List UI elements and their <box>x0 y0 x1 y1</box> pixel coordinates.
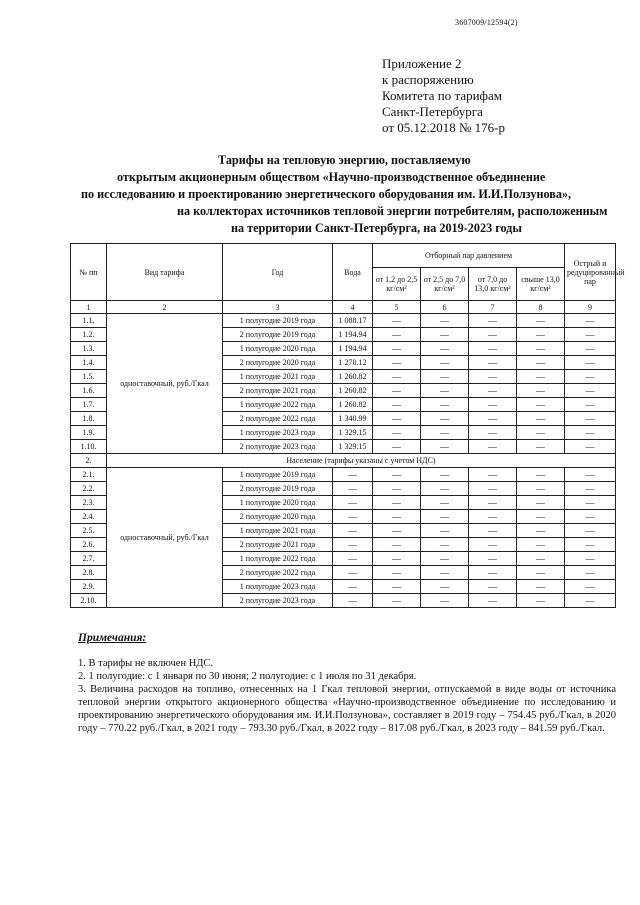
steam-tariff-cell: — <box>517 482 565 496</box>
column-number: 8 <box>517 301 565 314</box>
water-tariff-cell: — <box>333 524 373 538</box>
column-number: 4 <box>333 301 373 314</box>
appendix-line-2: к распоряжению <box>382 72 474 87</box>
steam-tariff-cell: — <box>469 552 517 566</box>
steam-tariff-cell: — <box>517 468 565 482</box>
steam-tariff-cell: — <box>565 482 616 496</box>
steam-tariff-cell: — <box>565 580 616 594</box>
steam-tariff-cell: — <box>469 538 517 552</box>
steam-tariff-cell: — <box>469 580 517 594</box>
steam-tariff-cell: — <box>517 510 565 524</box>
steam-tariff-cell: — <box>517 384 565 398</box>
steam-tariff-cell: — <box>565 594 616 608</box>
steam-tariff-cell: — <box>421 412 469 426</box>
water-tariff-cell: — <box>333 566 373 580</box>
title-line-3: по исследованию и проектированию энергетического оборудования им. И.И.Ползунова», <box>81 187 572 201</box>
appendix-header <box>382 56 505 136</box>
row-number: 2.5. <box>71 524 107 538</box>
period-cell: 2 полугодие 2019 года <box>223 482 333 496</box>
steam-tariff-cell: — <box>373 412 421 426</box>
steam-tariff-cell: — <box>373 538 421 552</box>
steam-tariff-cell: — <box>517 426 565 440</box>
steam-tariff-cell: — <box>565 566 616 580</box>
row-number: 1.2. <box>71 328 107 342</box>
section-row <box>71 454 616 468</box>
steam-tariff-cell: — <box>565 370 616 384</box>
steam-tariff-cell: — <box>373 440 421 454</box>
water-tariff-cell: 1 260.82 <box>333 398 373 412</box>
appendix-line-3: Комитета по тарифам <box>382 88 502 103</box>
steam-tariff-cell: — <box>565 398 616 412</box>
row-number: 1.7. <box>71 398 107 412</box>
steam-tariff-cell: — <box>517 356 565 370</box>
period-cell: 2 полугодие 2022 года <box>223 566 333 580</box>
steam-tariff-cell: — <box>565 552 616 566</box>
period-cell: 2 полугодие 2019 года <box>223 328 333 342</box>
column-number-row <box>71 301 616 314</box>
steam-tariff-cell: — <box>373 314 421 328</box>
steam-tariff-cell: — <box>517 314 565 328</box>
column-number: 1 <box>71 301 107 314</box>
steam-tariff-cell: — <box>517 552 565 566</box>
steam-tariff-cell: — <box>565 538 616 552</box>
table-row <box>71 468 616 482</box>
steam-tariff-cell: — <box>421 482 469 496</box>
steam-tariff-cell: — <box>469 510 517 524</box>
steam-tariff-cell: — <box>421 552 469 566</box>
water-tariff-cell: — <box>333 580 373 594</box>
row-number: 2.6. <box>71 538 107 552</box>
steam-tariff-cell: — <box>421 342 469 356</box>
steam-tariff-cell: — <box>469 356 517 370</box>
steam-tariff-cell: — <box>517 538 565 552</box>
steam-tariff-cell: — <box>421 538 469 552</box>
steam-tariff-cell: — <box>469 426 517 440</box>
steam-tariff-cell: — <box>469 440 517 454</box>
water-tariff-cell: 1 088.17 <box>333 314 373 328</box>
notes-heading: Примечания: <box>78 632 147 644</box>
steam-tariff-cell: — <box>469 384 517 398</box>
steam-tariff-cell: — <box>421 384 469 398</box>
steam-tariff-cell: — <box>469 524 517 538</box>
steam-tariff-cell: — <box>469 370 517 384</box>
steam-tariff-cell: — <box>421 524 469 538</box>
steam-tariff-cell: — <box>469 594 517 608</box>
steam-tariff-cell: — <box>469 412 517 426</box>
steam-tariff-cell: — <box>517 328 565 342</box>
period-cell: 1 полугодие 2023 года <box>223 580 333 594</box>
period-cell: 1 полугодие 2019 года <box>223 314 333 328</box>
row-number: 2.10. <box>71 594 107 608</box>
note-3: 3. Величина расходов на топливо, отнесенных на 1 Гкал тепловой энергии, отпускаемой в виде воды от источника тепловой энергии открытого акционерного общества «Научно-производственное объединение по исследованию и проектированию энергетического оборудования им. И.И.Ползунова», составляет в 2019 году – 754.45 руб./Гкал, в 2020 году – 770.22 руб./Гкал, в 2021 году – 793.30 руб./Гкал, в 2022 году – 817.08 руб./Гкал, в 2023 году – 841.59 руб./Гкал. <box>78 684 616 734</box>
header-num: № пп <box>71 244 107 301</box>
steam-tariff-cell: — <box>565 426 616 440</box>
steam-tariff-cell: — <box>469 398 517 412</box>
steam-tariff-cell: — <box>565 496 616 510</box>
steam-tariff-cell: — <box>565 314 616 328</box>
water-tariff-cell: 1 194.94 <box>333 328 373 342</box>
water-tariff-cell: 1 329.15 <box>333 426 373 440</box>
steam-tariff-cell: — <box>421 356 469 370</box>
appendix-line-1: Приложение 2 <box>382 56 462 71</box>
steam-tariff-cell: — <box>373 342 421 356</box>
period-cell: 1 полугодие 2021 года <box>223 370 333 384</box>
title-line-1: Тарифы на тепловую энергию, поставляемую <box>218 153 471 167</box>
water-tariff-cell: — <box>333 552 373 566</box>
water-tariff-cell: 1 260.82 <box>333 384 373 398</box>
period-cell: 1 полугодие 2022 года <box>223 552 333 566</box>
period-cell: 1 полугодие 2023 года <box>223 426 333 440</box>
water-tariff-cell: — <box>333 468 373 482</box>
steam-tariff-cell: — <box>517 398 565 412</box>
row-number: 2.1. <box>71 468 107 482</box>
steam-tariff-cell: — <box>373 482 421 496</box>
steam-tariff-cell: — <box>421 496 469 510</box>
steam-tariff-cell: — <box>373 328 421 342</box>
steam-tariff-cell: — <box>373 370 421 384</box>
steam-tariff-cell: — <box>421 468 469 482</box>
row-number: 1.9. <box>71 426 107 440</box>
row-number: 2.9. <box>71 580 107 594</box>
period-cell: 2 полугодие 2020 года <box>223 356 333 370</box>
header-water: Вода <box>333 244 373 301</box>
column-number: 3 <box>223 301 333 314</box>
water-tariff-cell: — <box>333 538 373 552</box>
steam-tariff-cell: — <box>565 510 616 524</box>
table-body <box>71 301 616 608</box>
appendix-line-5: от 05.12.2018 № 176-р <box>382 120 505 135</box>
period-cell: 1 полугодие 2022 года <box>223 398 333 412</box>
steam-tariff-cell: — <box>517 440 565 454</box>
title-line-2: открытым акционерным обществом «Научно-производственное объединение <box>117 170 546 184</box>
note-1: 1. В тарифы не включен НДС. <box>78 658 214 669</box>
steam-tariff-cell: — <box>469 468 517 482</box>
steam-tariff-cell: — <box>421 566 469 580</box>
row-number: 2.3. <box>71 496 107 510</box>
steam-tariff-cell: — <box>469 566 517 580</box>
column-number: 5 <box>373 301 421 314</box>
steam-tariff-cell: — <box>565 440 616 454</box>
steam-tariff-cell: — <box>565 384 616 398</box>
steam-tariff-cell: — <box>373 426 421 440</box>
section-number: 2. <box>71 454 107 468</box>
period-cell: 1 полугодие 2020 года <box>223 496 333 510</box>
column-number: 2 <box>107 301 223 314</box>
column-number: 7 <box>469 301 517 314</box>
steam-tariff-cell: — <box>565 412 616 426</box>
header-steam-group: Отборный пар давлением <box>373 244 565 268</box>
row-number: 2.8. <box>71 566 107 580</box>
appendix-line-4: Санкт-Петербурга <box>382 104 483 119</box>
steam-tariff-cell: — <box>517 370 565 384</box>
period-cell: 1 полугодие 2019 года <box>223 468 333 482</box>
water-tariff-cell: — <box>333 594 373 608</box>
row-number: 1.4. <box>71 356 107 370</box>
water-tariff-cell: 1 340.99 <box>333 412 373 426</box>
steam-tariff-cell: — <box>469 342 517 356</box>
water-tariff-cell: 1 329.15 <box>333 440 373 454</box>
water-tariff-cell: — <box>333 482 373 496</box>
period-cell: 2 полугодие 2020 года <box>223 510 333 524</box>
steam-tariff-cell: — <box>517 342 565 356</box>
row-number: 2.2. <box>71 482 107 496</box>
steam-tariff-cell: — <box>565 524 616 538</box>
steam-tariff-cell: — <box>421 328 469 342</box>
row-number: 1.5. <box>71 370 107 384</box>
water-tariff-cell: — <box>333 496 373 510</box>
steam-tariff-cell: — <box>421 314 469 328</box>
steam-tariff-cell: — <box>469 482 517 496</box>
steam-tariff-cell: — <box>421 594 469 608</box>
column-number: 6 <box>421 301 469 314</box>
row-number: 1.3. <box>71 342 107 356</box>
steam-tariff-cell: — <box>373 594 421 608</box>
period-cell: 2 полугодие 2023 года <box>223 594 333 608</box>
tariff-table <box>70 243 625 608</box>
period-cell: 2 полугодие 2023 года <box>223 440 333 454</box>
steam-tariff-cell: — <box>373 580 421 594</box>
notes-block <box>78 657 616 735</box>
steam-tariff-cell: — <box>421 440 469 454</box>
header-year: Год <box>223 244 333 301</box>
period-cell: 2 полугодие 2021 года <box>223 384 333 398</box>
steam-tariff-cell: — <box>373 496 421 510</box>
steam-tariff-cell: — <box>565 468 616 482</box>
steam-tariff-cell: — <box>469 496 517 510</box>
water-tariff-cell: 1 260.82 <box>333 370 373 384</box>
water-tariff-cell: 1 194.94 <box>333 342 373 356</box>
steam-tariff-cell: — <box>373 356 421 370</box>
period-cell: 2 полугодие 2021 года <box>223 538 333 552</box>
row-number: 1.1. <box>71 314 107 328</box>
steam-tariff-cell: — <box>517 412 565 426</box>
steam-tariff-cell: — <box>469 328 517 342</box>
row-number: 1.6. <box>71 384 107 398</box>
steam-tariff-cell: — <box>517 594 565 608</box>
table-row <box>71 314 616 328</box>
steam-tariff-cell: — <box>469 314 517 328</box>
section-title: Население (тарифы указаны с учетом НДС) <box>107 454 616 468</box>
steam-tariff-cell: — <box>565 356 616 370</box>
header-steam-2: от 2,5 до 7,0 кг/см² <box>421 268 469 301</box>
steam-tariff-cell: — <box>421 398 469 412</box>
steam-tariff-cell: — <box>373 510 421 524</box>
document-number: 3607009/12594(2) <box>455 18 518 27</box>
steam-tariff-cell: — <box>421 510 469 524</box>
steam-tariff-cell: — <box>517 566 565 580</box>
header-steam-1: от 1,2 до 2,5 кг/см² <box>373 268 421 301</box>
steam-tariff-cell: — <box>421 426 469 440</box>
steam-tariff-cell: — <box>565 342 616 356</box>
column-number: 9 <box>565 301 616 314</box>
steam-tariff-cell: — <box>373 524 421 538</box>
steam-tariff-cell: — <box>421 580 469 594</box>
steam-tariff-cell: — <box>421 370 469 384</box>
title-line-5: на территории Санкт-Петербурга, на 2019-2023 годы <box>231 221 522 235</box>
period-cell: 2 полугодие 2022 года <box>223 412 333 426</box>
steam-tariff-cell: — <box>517 524 565 538</box>
header-steam-3: от 7,0 до 13,0 кг/см² <box>469 268 517 301</box>
steam-tariff-cell: — <box>373 398 421 412</box>
steam-tariff-cell: — <box>373 384 421 398</box>
tariff-type-cell: одноставочный, руб./Гкал <box>107 314 223 454</box>
steam-tariff-cell: — <box>517 580 565 594</box>
water-tariff-cell: 1 270.12 <box>333 356 373 370</box>
row-number: 2.4. <box>71 510 107 524</box>
period-cell: 1 полугодие 2021 года <box>223 524 333 538</box>
document-title <box>70 152 630 237</box>
steam-tariff-cell: — <box>373 552 421 566</box>
water-tariff-cell: — <box>333 510 373 524</box>
steam-tariff-cell: — <box>373 468 421 482</box>
steam-tariff-cell: — <box>517 496 565 510</box>
header-tariff-type: Вид тарифа <box>107 244 223 301</box>
row-number: 2.7. <box>71 552 107 566</box>
header-steam-4: свыше 13,0 кг/см² <box>517 268 565 301</box>
note-2: 2. 1 полугодие: с 1 января по 30 июня; 2 полугодие: с 1 июля по 31 декабря. <box>78 671 417 682</box>
title-line-4: на коллекторах источников тепловой энергии потребителям, расположенным <box>177 204 608 218</box>
row-number: 1.10. <box>71 440 107 454</box>
tariff-type-cell: одноставочный, руб./Гкал <box>107 468 223 608</box>
steam-tariff-cell: — <box>565 328 616 342</box>
period-cell: 1 полугодие 2020 года <box>223 342 333 356</box>
row-number: 1.8. <box>71 412 107 426</box>
steam-tariff-cell: — <box>373 566 421 580</box>
header-sharp-steam: Острый и редуцированный пар <box>565 244 616 301</box>
